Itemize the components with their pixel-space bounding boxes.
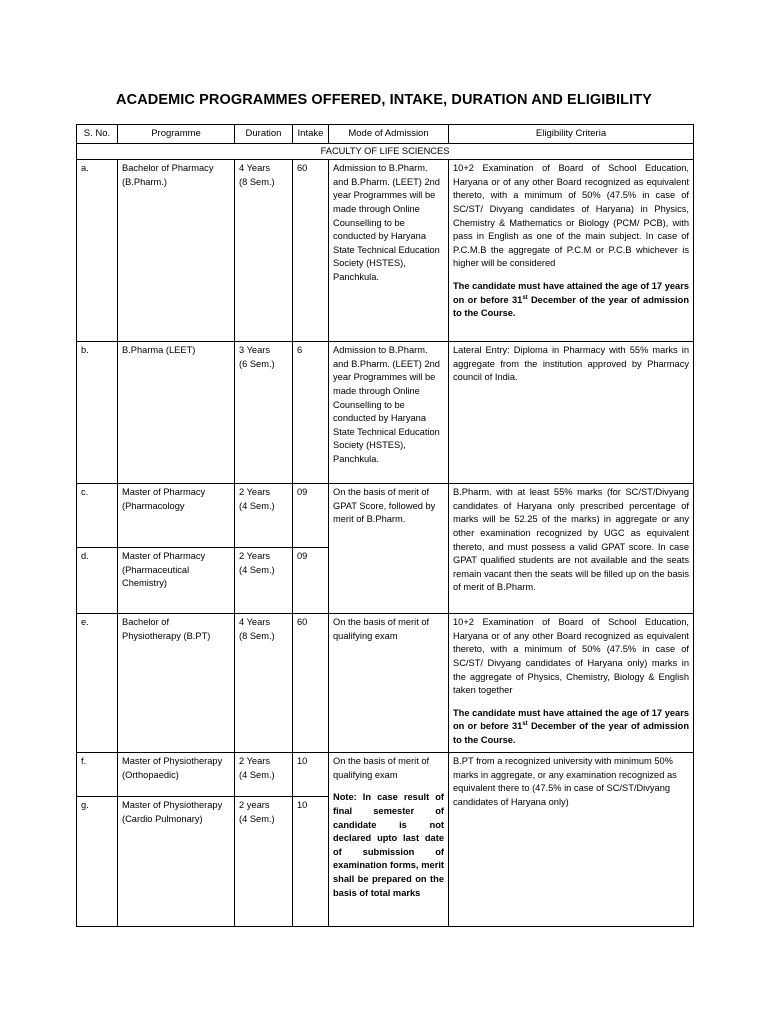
duration-years: 2 years — [239, 800, 270, 811]
row-duration — [235, 548, 293, 614]
row-mode: Admission to B.Pharm. and B.Pharm. (LEET) 2nd year Programmes will be made through Online Counselling to be conducted by Haryana State Technical Education Society (HSTES), Panchkula. — [329, 160, 449, 342]
mode-text: On the basis of merit of qualifying exam — [333, 756, 430, 780]
age-note-start: The candidate must have attained the age of 17 years on or before 31 — [453, 707, 689, 732]
row-sno: f. — [77, 753, 118, 797]
duration-years: 4 Years — [239, 617, 271, 628]
row-eligibility — [449, 160, 694, 342]
duration-semesters: (8 Sem.) — [239, 630, 275, 641]
row-sno: d. — [77, 548, 118, 614]
row-sno: a. — [77, 160, 118, 342]
row-eligibility: B.Pharm. with at least 55% marks (for SC/ST/Divyang candidates of Haryana only prescribed percentage of marks will be 52.25 of the marks) in aggregate or any other examination recognized by UGC as equivalent thereto, and must possess a valid GPAT score. In case GPAT qualified students are not available and the seats remain vacant then the seats will be filled up on the basis of merit of B.Pharm. — [449, 484, 694, 614]
duration-semesters: (4 Sem.) — [239, 564, 275, 575]
result-note: Note: In case result of final semester of candidate is not declared upto last date of submission of examination forms, merit shall be prepared on the basis of total marks — [333, 792, 444, 898]
eligibility-text: 10+2 Examination of Board of School Education, Haryana or of any other Board recognized as equivalent thereto, with a minimum of 50% (47.5% in case of SC/ST/ Divyang candidates of Haryana) in Physics, Chemistry & Mathematics or Biology (PCM/ PCB), with pass in English as one of the main subject. In case of P.C.M.B the aggregate of P.C.M or P.C.B whichever is higher will be considered — [453, 163, 689, 269]
header-intake: Intake — [293, 125, 329, 144]
row-intake: 6 — [293, 342, 329, 484]
age-note — [453, 280, 689, 321]
duration-years: 2 Years — [239, 487, 271, 498]
row-programme: Bachelor of Pharmacy (B.Pharm.) — [118, 160, 235, 342]
row-eligibility: Lateral Entry: Diploma in Pharmacy with 55% marks in aggregate from the institution approved by Pharmacy council of India. — [449, 342, 694, 484]
row-mode: Admission to B.Pharm. and B.Pharm. (LEET) 2nd year Programmes will be made through Online Counselling to be conducted by Haryana State Technical Education Society (HSTES), Panchkula. — [329, 342, 449, 484]
row-intake: 09 — [293, 484, 329, 548]
duration-semesters: (4 Sem.) — [239, 813, 275, 824]
row-sno: c. — [77, 484, 118, 548]
age-note-end: December of the year of admission to the Course. — [453, 721, 689, 745]
faculty-heading: FACULTY OF LIFE SCIENCES — [77, 143, 694, 160]
table-row — [77, 342, 694, 484]
duration-semesters: (4 Sem.) — [239, 769, 275, 780]
row-programme: Master of Pharmacy (Pharmacology — [118, 484, 235, 548]
table-row — [77, 753, 694, 797]
row-duration — [235, 614, 293, 753]
faculty-row — [77, 143, 694, 160]
row-eligibility — [449, 614, 694, 753]
duration-years: 2 Years — [239, 551, 271, 562]
row-mode — [329, 753, 449, 927]
row-duration — [235, 484, 293, 548]
programmes-table — [76, 124, 694, 927]
table-row — [77, 160, 694, 342]
row-duration — [235, 797, 293, 927]
row-programme: B.Pharma (LEET) — [118, 342, 235, 484]
row-eligibility: B.PT from a recognized university with minimum 50% marks in aggregate, or any examination recognized as equivalent there to (47.5% in case of SC/ST/Divyang candidates of Haryana only) — [449, 753, 694, 927]
age-note-start: The candidate must have attained the age of 17 years on or before 31 — [453, 280, 689, 305]
row-intake: 60 — [293, 614, 329, 753]
table-row — [77, 484, 694, 548]
duration-semesters: (6 Sem.) — [239, 358, 275, 369]
header-sno: S. No. — [77, 125, 118, 144]
duration-semesters: (4 Sem.) — [239, 500, 275, 511]
row-duration — [235, 342, 293, 484]
age-note-end: December of the year of admission to the Course. — [453, 294, 689, 319]
duration-years: 4 Years — [239, 163, 271, 174]
header-eligibility: Eligibility Criteria — [449, 125, 694, 144]
age-note-sup: st — [522, 294, 528, 301]
age-note-sup: st — [522, 721, 528, 728]
row-mode: On the basis of merit of qualifying exam — [329, 614, 449, 753]
header-mode: Mode of Admission — [329, 125, 449, 144]
row-programme: Master of Physiotherapy (Orthopaedic) — [118, 753, 235, 797]
duration-years: 3 Years — [239, 345, 271, 356]
row-intake: 10 — [293, 753, 329, 797]
row-intake: 09 — [293, 548, 329, 614]
row-duration — [235, 753, 293, 797]
page-title: ACADEMIC PROGRAMMES OFFERED, INTAKE, DURATION AND ELIGIBILITY — [116, 92, 652, 108]
row-intake: 60 — [293, 160, 329, 342]
row-sno: b. — [77, 342, 118, 484]
age-note — [453, 707, 689, 748]
duration-semesters: (8 Sem.) — [239, 176, 275, 187]
duration-years: 2 Years — [239, 756, 271, 767]
table-row — [77, 614, 694, 753]
row-programme: Master of Pharmacy (Pharmaceutical Chemistry) — [118, 548, 235, 614]
row-sno: g. — [77, 797, 118, 927]
row-sno: e. — [77, 614, 118, 753]
eligibility-text: 10+2 Examination of Board of School Education, Haryana or of any other Board recognized as equivalent thereto, with a minimum of 50% (47.5% in case of SC/ST/ Divyang candidates of Haryana only) marks in the aggregate of Physics, Chemistry, Biology & English taken together — [453, 617, 689, 696]
row-mode: On the basis of merit of GPAT Score, followed by merit of B.Pharm. — [329, 484, 449, 614]
row-programme: Bachelor of Physiotherapy (B.PT) — [118, 614, 235, 753]
header-programme: Programme — [118, 125, 235, 144]
header-duration: Duration — [235, 125, 293, 144]
row-intake: 10 — [293, 797, 329, 927]
row-duration — [235, 160, 293, 342]
row-programme: Master of Physiotherapy (Cardio Pulmonary) — [118, 797, 235, 927]
table-header-row — [77, 125, 694, 144]
